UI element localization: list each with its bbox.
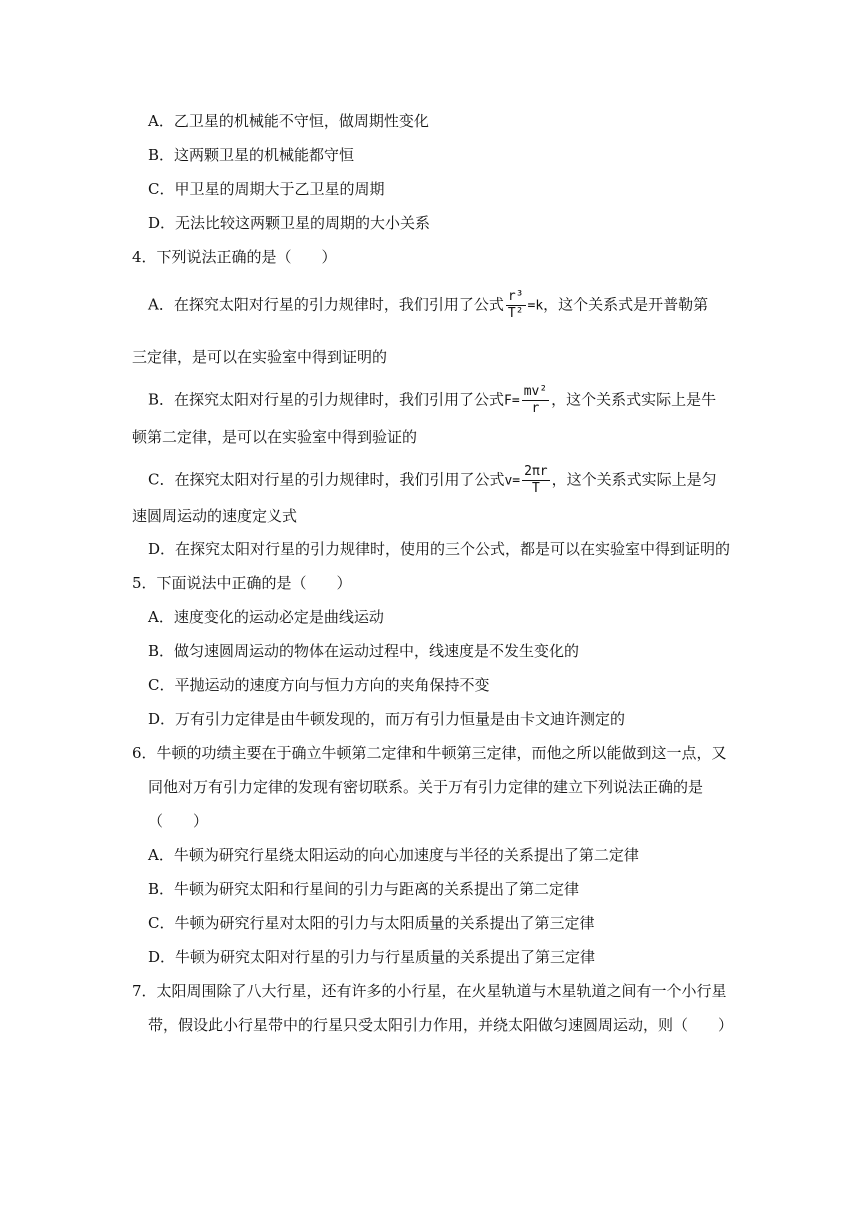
q4-option-c: [148, 464, 717, 497]
q5-stem: 5．下面说法中正确的是（ ）: [132, 574, 352, 592]
velocity-formula: [522, 464, 549, 497]
q4-option-b-text-end: ，这个关系式实际上是牛: [551, 390, 717, 409]
q4-option-d: D．在探究太阳对行星的引力规律时，使用的三个公式，都是可以在实验室中得到证明的: [148, 540, 731, 558]
q3-option-d: D．无法比较这两颗卫星的周期的大小关系: [148, 214, 431, 232]
q5-option-c: C．平抛运动的速度方向与恒力方向的夹角保持不变: [148, 676, 490, 694]
q3-option-a: A．乙卫星的机械能不守恒，做周期性变化: [148, 112, 429, 130]
q4-option-b-continued: 顿第二定律，是可以在实验室中得到验证的: [132, 428, 418, 446]
q7-stem-line-2: 带，假设此小行星带中的行星只受太阳引力作用，并绕太阳做匀速圆周运动，则（ ）: [148, 1016, 734, 1034]
q6-option-b: B．牛顿为研究太阳和行星间的引力与距离的关系提出了第二定律: [148, 880, 580, 898]
centripetal-formula: [522, 384, 549, 417]
q4-option-c-text: C．在探究太阳对行星的引力规律时，我们引用了公式: [148, 470, 505, 489]
q3-option-b: B．这两颗卫星的机械能都守恒: [148, 146, 355, 164]
q5-option-a: A．速度变化的运动必定是曲线运动: [148, 608, 384, 626]
q4-option-b-text: B．在探究太阳对行星的引力规律时，我们引用了公式: [148, 390, 505, 409]
q6-stem-line-3: （ ）: [148, 812, 209, 830]
q6-option-a: A．牛顿为研究行星绕太阳运动的向心加速度与半径的关系提出了第二定律: [148, 846, 639, 864]
formula-numerator: r³: [507, 289, 524, 304]
q5-option-b: B．做匀速圆周运动的物体在运动过程中，线速度是不发生变化的: [148, 642, 580, 660]
q4-option-a-continued: 三定律，是可以在实验室中得到证明的: [132, 348, 388, 366]
q4-option-a: [148, 289, 708, 322]
q4-option-b: [148, 384, 716, 417]
q4-option-a-text: A．在探究太阳对行星的引力规律时，我们引用了公式: [148, 295, 504, 314]
q6-option-d: D．牛顿为研究太阳对行星的引力与行星质量的关系提出了第三定律: [148, 948, 596, 966]
q6-stem-line-2: 同他对万有引力定律的发现有密切联系。关于万有引力定律的建立下列说法正确的是: [148, 778, 704, 796]
formula-numerator: 2πr: [524, 464, 548, 479]
formula-equals: =k: [527, 298, 544, 314]
q6-stem-line-1: 6．牛顿的功绩主要在于确立牛顿第二定律和牛顿第三定律，而他之所以能做到这一点，又: [132, 744, 727, 762]
formula-denominator: T: [531, 481, 540, 496]
q6-option-c: C．牛顿为研究行星对太阳的引力与太阳质量的关系提出了第三定律: [148, 914, 595, 932]
formula-denominator: T²: [507, 306, 524, 321]
formula-denominator: r: [531, 401, 540, 416]
q4-option-a-text-end: ，这个关系式是开普勒第: [543, 295, 709, 314]
kepler-formula: [506, 289, 526, 322]
q5-option-d: D．万有引力定律是由牛顿发现的，而万有引力恒量是由卡文迪许测定的: [148, 710, 626, 728]
formula-lhs: F=: [504, 393, 520, 409]
q4-stem: 4．下列说法正确的是（ ）: [132, 248, 337, 266]
q4-option-c-continued: 速圆周运动的速度定义式: [132, 507, 298, 525]
formula-lhs: v=: [504, 473, 521, 489]
q7-stem-line-1: 7．太阳周围除了八大行星，还有许多的小行星，在火星轨道与木星轨道之间有一个小行星: [132, 982, 727, 1000]
formula-numerator: mv²: [523, 384, 548, 399]
q4-option-c-text-end: ，这个关系式实际上是匀: [551, 470, 717, 489]
q3-option-c: C．甲卫星的周期大于乙卫星的周期: [148, 180, 385, 198]
